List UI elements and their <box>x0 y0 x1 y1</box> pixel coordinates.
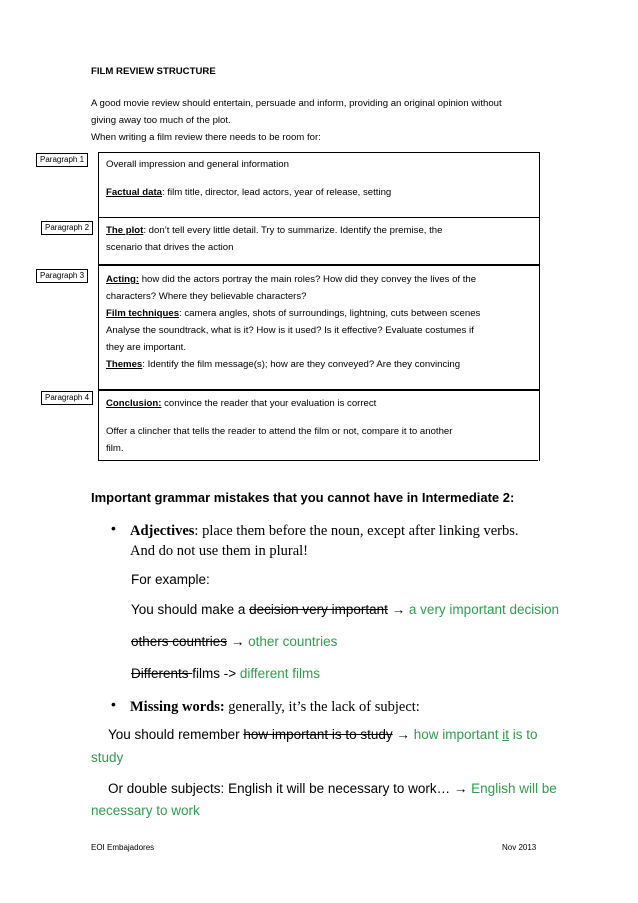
paragraph-3-themes <box>106 356 526 373</box>
example-2-wrong: others countries <box>131 634 228 649</box>
missing-example-2-correct: English will be <box>471 781 557 796</box>
paragraph-1-factual <box>106 184 526 201</box>
adjective-example-1 <box>131 600 559 620</box>
plot-label: The plot <box>106 225 144 236</box>
grammar-heading: Important grammar mistakes that you cannot have in Intermediate 2: <box>91 490 515 505</box>
paragraph-4-conclusion <box>106 395 526 412</box>
intro-text <box>91 95 571 146</box>
missing-example-1-correct-it: it <box>502 727 509 742</box>
intro-line-3: When writing a film review there needs to be room for: <box>91 132 321 143</box>
plot-text: : don’t tell every little detail. Try to summarize. Identify the premise, the <box>143 225 443 236</box>
adjectives-text-1: : place them before the noun, except after linking verbs. <box>194 523 519 539</box>
missing-example-1-wrong: how important is to study <box>243 727 393 742</box>
paragraph-2-box-bottom <box>98 257 540 265</box>
example-2-correct: other countries <box>248 634 338 649</box>
arrow-icon: → <box>453 781 472 796</box>
paragraph-3-line-2: characters? Where they believable characters? <box>106 291 307 302</box>
paragraph-3-tag: Paragraph 3 <box>36 269 88 283</box>
missing-example-2-prefix: Or double subjects: English it will be necessary to work… <box>108 781 454 796</box>
acting-text: how did the actors portray the main roles? How did they convey the lives of the <box>139 274 477 285</box>
footer-right: Nov 2013 <box>502 843 537 852</box>
missing-example-2-line-2: necessary to work <box>91 803 200 818</box>
paragraph-3-line-5: they are important. <box>106 342 186 353</box>
missing-example-2 <box>108 779 557 799</box>
example-3-wrong: Differents <box>131 666 193 681</box>
paragraph-4-line-2: Offer a clincher that tells the reader to attend the film or not, compare it to another <box>106 426 453 437</box>
missing-words-rule <box>130 697 420 717</box>
film-techniques-text: : camera angles, shots of surroundings, lightning, cuts between scenes <box>179 308 481 319</box>
adjective-example-3 <box>131 664 320 684</box>
example-3-mid: films -> <box>192 666 240 681</box>
paragraph-2-line-2: scenario that drives the action <box>106 242 234 253</box>
adjectives-text-2: And do not use them in plural! <box>130 543 309 559</box>
adjective-example-2 <box>131 632 337 652</box>
paragraph-3-box-bottom <box>98 382 540 390</box>
arrow-icon: → <box>227 634 249 649</box>
themes-label: Themes <box>106 359 143 370</box>
themes-text: : Identify the film message(s); how are they conveyed? Are they convincing <box>142 359 461 370</box>
paragraph-2-tag: Paragraph 2 <box>41 221 93 235</box>
intro-line-2: giving away too much of the plot. <box>91 115 231 126</box>
missing-words-text: generally, it’s the lack of subject: <box>224 699 420 715</box>
paragraph-4-line-3: film. <box>106 443 124 454</box>
missing-words-label: Missing words: <box>130 699 225 715</box>
missing-example-1-prefix: You should remember <box>108 727 244 742</box>
example-3-correct: different films <box>239 666 320 681</box>
paragraph-3-acting <box>106 271 536 288</box>
arrow-icon: → <box>392 727 414 742</box>
factual-data-text: : film title, director, lead actors, year of release, setting <box>161 187 392 198</box>
bullet-adjectives: • <box>111 520 116 536</box>
example-1-prefix: You should make a <box>131 602 250 617</box>
for-example-label: For example: <box>131 572 210 587</box>
adjectives-label: Adjectives <box>130 523 195 539</box>
paragraph-2-plot <box>106 222 526 239</box>
paragraph-3-line-4: Analyse the soundtrack, what is it? How is it used? Is it effective? Evaluate costumes if <box>106 325 474 336</box>
paragraph-3-techniques <box>106 305 526 322</box>
arrow-icon: → <box>387 602 409 617</box>
paragraph-4-tag: Paragraph 4 <box>41 391 93 405</box>
missing-example-1 <box>108 725 538 745</box>
paragraph-1-line-1: Overall impression and general information <box>106 159 289 170</box>
conclusion-text: convince the reader that your evaluation is correct <box>161 398 377 409</box>
missing-example-1-correct-a: how important <box>413 727 503 742</box>
adjectives-rule <box>130 521 570 561</box>
example-1-wrong: decision very important <box>249 602 388 617</box>
bullet-missing-words: • <box>111 696 116 712</box>
example-1-correct: a very important decision <box>408 602 559 617</box>
footer-left: EOI Embajadores <box>91 843 155 852</box>
missing-example-1-line-2: study <box>91 750 124 765</box>
paragraph-1-tag: Paragraph 1 <box>36 153 88 167</box>
acting-label: Acting: <box>106 274 140 285</box>
factual-data-label: Factual data <box>106 187 162 198</box>
paragraph-4-box-bottom <box>98 460 538 461</box>
intro-line-1: A good movie review should entertain, persuade and inform, providing an original opinion without <box>91 98 502 109</box>
film-techniques-label: Film techniques <box>106 308 180 319</box>
conclusion-label: Conclusion: <box>106 398 162 409</box>
document-title: FILM REVIEW STRUCTURE <box>91 66 216 77</box>
missing-example-1-correct-b: is to <box>508 727 538 742</box>
